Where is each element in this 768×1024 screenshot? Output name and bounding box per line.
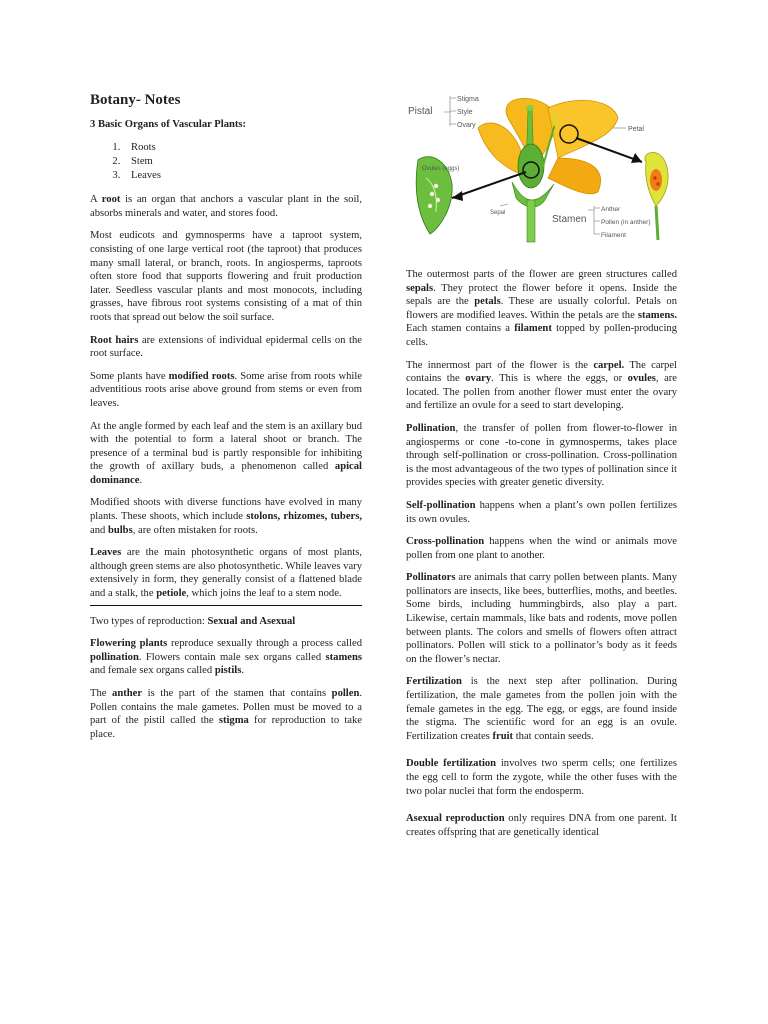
organs-heading: 3 Basic Organs of Vascular Plants: <box>90 118 247 130</box>
term: pollen <box>331 688 360 699</box>
text: . Some arise from roots while adventitious roots arise above ground from stems or even from leaves. <box>90 370 362 409</box>
list-item: 2. Stem <box>123 155 362 169</box>
term: Cross-pollination <box>406 536 485 548</box>
text: are the main photosynthetic organs of most plants, although green stems are also photosynthetic. While leaves vary extensively in form, they generally consist of a flattened blade and a stalk, the <box>90 547 362 600</box>
text: . <box>139 474 143 486</box>
text: , the transfer of pollen from flower-to-flower in angiosperms or cone -to-cone in gymnosperms, takes place through self-pollination or cross-pollination. Cross-pollination is the most advantageous of the two types of pollination since it provides species with greater genetic diversity. <box>406 422 677 489</box>
double-fertilization-paragraph <box>406 757 677 798</box>
organs-list <box>90 141 362 183</box>
ovules-label: Ovules (eggs) <box>422 166 460 172</box>
flowering-plants-paragraph <box>90 637 362 678</box>
pollinators-paragraph <box>406 571 677 666</box>
term: bulbs <box>107 524 133 536</box>
text: . This is where the eggs, or <box>491 373 628 385</box>
pollination-paragraph <box>406 422 677 490</box>
self-pollination-paragraph <box>406 499 677 526</box>
term: stigma <box>218 715 249 727</box>
text: happens when a plant’s own pollen fertilizes its own ovules. <box>406 499 677 525</box>
flower-diagram-svg <box>408 88 676 248</box>
term: modified roots <box>168 370 235 382</box>
text: Modified shoots with diverse functions have evolved in many plants. These shoots, which include <box>90 497 362 523</box>
petal-label: Petal <box>628 126 644 133</box>
term: carpel. <box>593 359 625 371</box>
text: . These are usually colorful. Petals on flowers are modified leaves. Within the petals are the <box>406 296 677 321</box>
ovary-label: Ovary <box>457 122 476 129</box>
leaves-paragraph <box>90 546 362 600</box>
term: sepals <box>406 282 434 294</box>
term: petals <box>474 296 501 308</box>
modified-roots-paragraph <box>90 370 362 411</box>
text: for reproduction to take place. <box>90 715 362 740</box>
cross-pollination-paragraph <box>406 535 677 562</box>
fertilization-paragraph <box>406 675 677 743</box>
term: pollination <box>90 651 139 663</box>
term: Fertilization <box>406 676 462 688</box>
text: Some plants have <box>90 370 169 382</box>
sepal-label: Sepal <box>490 210 506 216</box>
right-column <box>406 268 677 848</box>
stamen-label: Stamen <box>552 214 587 225</box>
page-title: Botany- Notes <box>90 92 181 108</box>
text: involves two sperm cells; one fertilizes the egg cell to form the zygote, while the other fuses with the two polar nuclei that form the endosperm. <box>406 758 677 797</box>
text: , are often mistaken for roots. <box>132 524 258 536</box>
asexual-reproduction-paragraph <box>406 812 677 839</box>
text: A <box>90 194 98 206</box>
text: At the angle formed by each leaf and the stem is an axillary bud with the potential to form a lateral shoot or branch. The presence of a terminal bud is partly responsible for inhibiting the growth of axillary buds, a phenomenon called <box>90 420 362 473</box>
text: , are located. The pollen from another flower must enter the ovary and fertilize an ovule for a seed to start developing. <box>406 373 677 412</box>
text: Each stamen contains a <box>406 323 515 335</box>
text: are extensions of individual epidermal cells on the root surface. <box>90 334 362 360</box>
term: Self-pollination <box>406 499 476 511</box>
text: that contain seeds. <box>513 730 594 742</box>
root-hairs-paragraph <box>90 334 362 361</box>
style-label: Style <box>457 109 473 116</box>
text: . Pollen contains the male gametes. Pollen must be moved to a part of the pistil called the <box>90 688 362 727</box>
left-column <box>90 94 362 750</box>
text: and female sex organs called <box>90 665 215 677</box>
text: reproduce sexually through a process called <box>167 638 362 650</box>
term: Leaves <box>90 547 122 559</box>
text: . Flowers contain male sex organs called <box>138 651 326 663</box>
carpel-paragraph <box>406 359 677 413</box>
text: The innermost part of the flower is the <box>406 359 594 371</box>
term: Pollinators <box>406 572 456 584</box>
text: is an organ that anchors a vascular plant in the soil, absorbs minerals and water, and stores food. <box>90 194 362 219</box>
text: The <box>90 688 113 699</box>
term: Pollination <box>406 422 456 434</box>
text: , which joins the leaf to a stem node. <box>186 588 342 600</box>
axillary-bud-paragraph <box>90 420 362 488</box>
term: ovary <box>465 373 492 385</box>
term: pistils <box>214 665 242 677</box>
term: Double fertilization <box>406 758 497 770</box>
text: topped by pollen-producing cells. <box>406 323 677 348</box>
pollen-label: Pollen (in anther) <box>601 219 651 226</box>
anther-label: Anther <box>601 206 621 213</box>
stigma-label: Stigma <box>457 96 479 103</box>
term: Sexual and Asexual <box>207 615 296 627</box>
text: happens when the wind or animals move pollen from one plant to another. <box>406 536 677 561</box>
text: and <box>90 524 108 536</box>
term: stamens <box>325 651 362 663</box>
root-paragraph <box>90 193 362 220</box>
term: fruit <box>492 730 514 742</box>
term: apical dominance <box>90 461 362 486</box>
text: The outermost parts of the flower are green structures called <box>406 269 677 280</box>
text: are animals that carry pollen between plants. Many pollinators are insects, like bees, butterflies, moths, and beetles. Some birds, including hummingbirds, also play a part. Likewise, certain mammals, like bats and rodents, move pollen between plants. The colors and smells of flowers often attract pollinators. Pollen will stick to a pollinator’s body as it feeds on the flower’s nectar. <box>406 572 677 665</box>
term: root <box>101 194 121 206</box>
term: filament <box>514 323 552 335</box>
taproot-paragraph: Most eudicots and gymnosperms have a taproot system, consisting of one large vertical root (the taproot) that produces many small lateral, or branch, roots. In angiosperms, taproots often store food that supports flowering and fruit production later. Seedless vascular plants and most monocots, including grasses, have fibrous root systems consisting of a mat of thin roots that spread out below the soil surface. <box>90 230 362 323</box>
modified-shoots-paragraph <box>90 496 362 537</box>
list-item: 1. Roots <box>123 141 362 155</box>
divider <box>90 605 362 606</box>
pistal-label: Pistal <box>408 106 433 117</box>
term: ovules <box>627 373 656 385</box>
term: anther <box>112 688 143 699</box>
term: Asexual reproduction <box>406 813 505 825</box>
term: stamens. <box>637 309 677 321</box>
text: only requires DNA from one parent. It creates offspring that are genetically identical <box>406 813 678 838</box>
text: is the part of the stamen that contains <box>142 688 332 699</box>
term: Flowering plants <box>90 638 168 650</box>
term: Root hairs <box>90 334 139 346</box>
term: stolons, rhizomes, tubers, <box>246 511 362 523</box>
anther-paragraph <box>90 687 362 741</box>
text: . They protect the flower before it opens. Inside the sepals are the <box>406 282 677 308</box>
text: . <box>241 665 244 677</box>
text: is the next step after pollination. During fertilization, the male gametes from the pollen join with the female gametes in the egg. The egg, or eggs, are found inside the stigma. The scientific word for an egg is an ovule. Fertilization creates <box>406 676 677 742</box>
reproduction-heading <box>90 615 362 629</box>
flower-diagram <box>408 88 676 248</box>
term: petiole <box>156 588 187 600</box>
sepals-paragraph <box>406 268 677 350</box>
text: The carpel contains the <box>406 359 677 385</box>
list-item: 3. Leaves <box>123 169 362 183</box>
text: Two types of reproduction: <box>90 615 208 627</box>
filament-label: Filament <box>601 232 626 239</box>
